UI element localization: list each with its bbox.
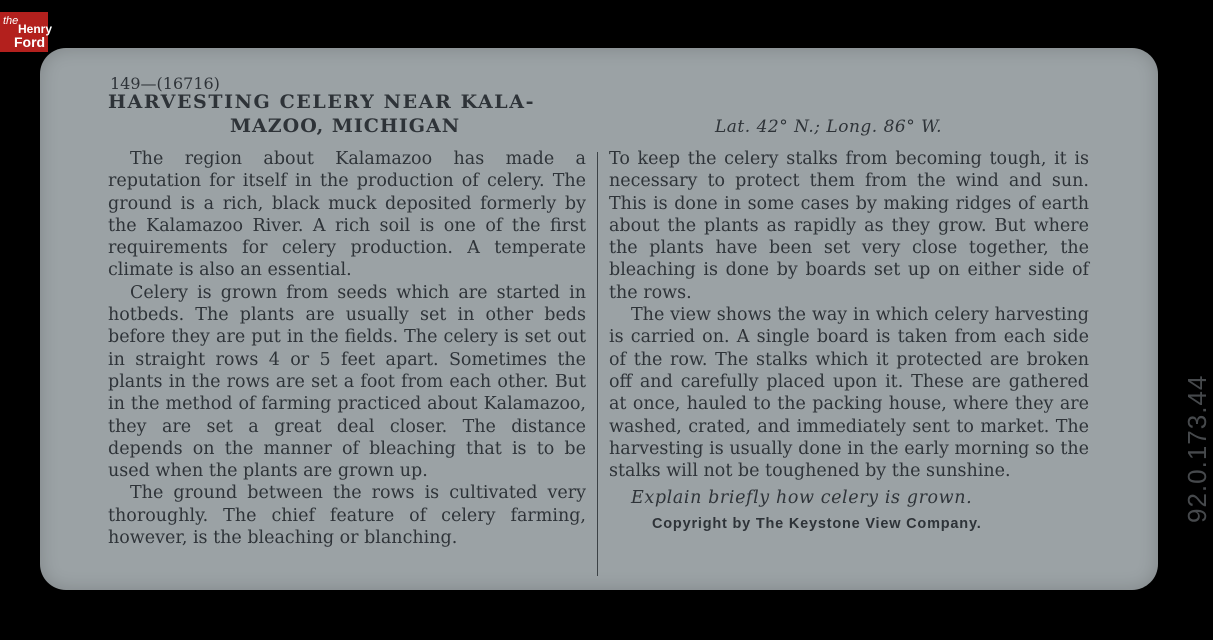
card-coordinates: Lat. 42° N.; Long. 86° W. [715,117,943,137]
right-text-column [609,148,1089,535]
card-title-line-1: HARVESTING CELERY NEAR KALA- [108,91,536,113]
logo-text-henry: Henry [18,22,53,36]
paragraph: The region about Kalamazoo has made a reputation for itself in the production of celery. The ground is a rich, black muck deposited formerly by the Kalamazoo River. A rich soil is one of the first requirements for celery production. A temperate climate is also an essential. [108,149,586,281]
paragraph: The ground between the rows is cultivated very thoroughly. The chief feature of celery farming, however, is the bleaching or blanching. [108,483,586,549]
column-divider [597,152,598,576]
henry-ford-logo [0,12,53,52]
stereograph-card-back [40,48,1212,590]
copyright-line: Copyright by The Keystone View Company. [652,515,982,532]
card-reference-number: 149—(16716) [110,74,220,93]
logo-text-ford: Ford [14,34,46,50]
card-title-line-2: MAZOO, MICHIGAN [230,115,461,137]
left-text-column [108,148,586,549]
paragraph: The view shows the way in which celery harvesting is carried on. A single board is taken from each side of the row. The stalks which it protected are broken off and carefully placed upon it. These are gathered at once, hauled to the packing house, where they are washed, crated, and immediately sent to market. The harvesting is usually done in the early morning so the stalks will not be toughened by the sunshine. [609,305,1089,482]
study-question: Explain briefly how celery is grown. [631,488,973,509]
logo-text-the: the [3,15,19,27]
catalog-number: 92.0.173.44 [1182,374,1212,523]
paragraph: To keep the celery stalks from becoming tough, it is necessary to protect them from the wind and sun. This is done in some cases by making ridges of earth about the plants as rapidly as they grow. But where the plants have been set very close together, the bleaching is done by boards set up on either side of the rows. [609,149,1089,303]
paragraph: Celery is grown from seeds which are started in hotbeds. The plants are usually set in other beds before they are put in the fields. The celery is set out in straight rows 4 or 5 feet apart. Sometimes the plants in the rows are set a foot from each other. But in the method of farming practiced about Kalamazoo, they are set a great deal closer. The distance depends on the manner of bleaching that is to be used when the plants are grown up. [108,282,586,482]
